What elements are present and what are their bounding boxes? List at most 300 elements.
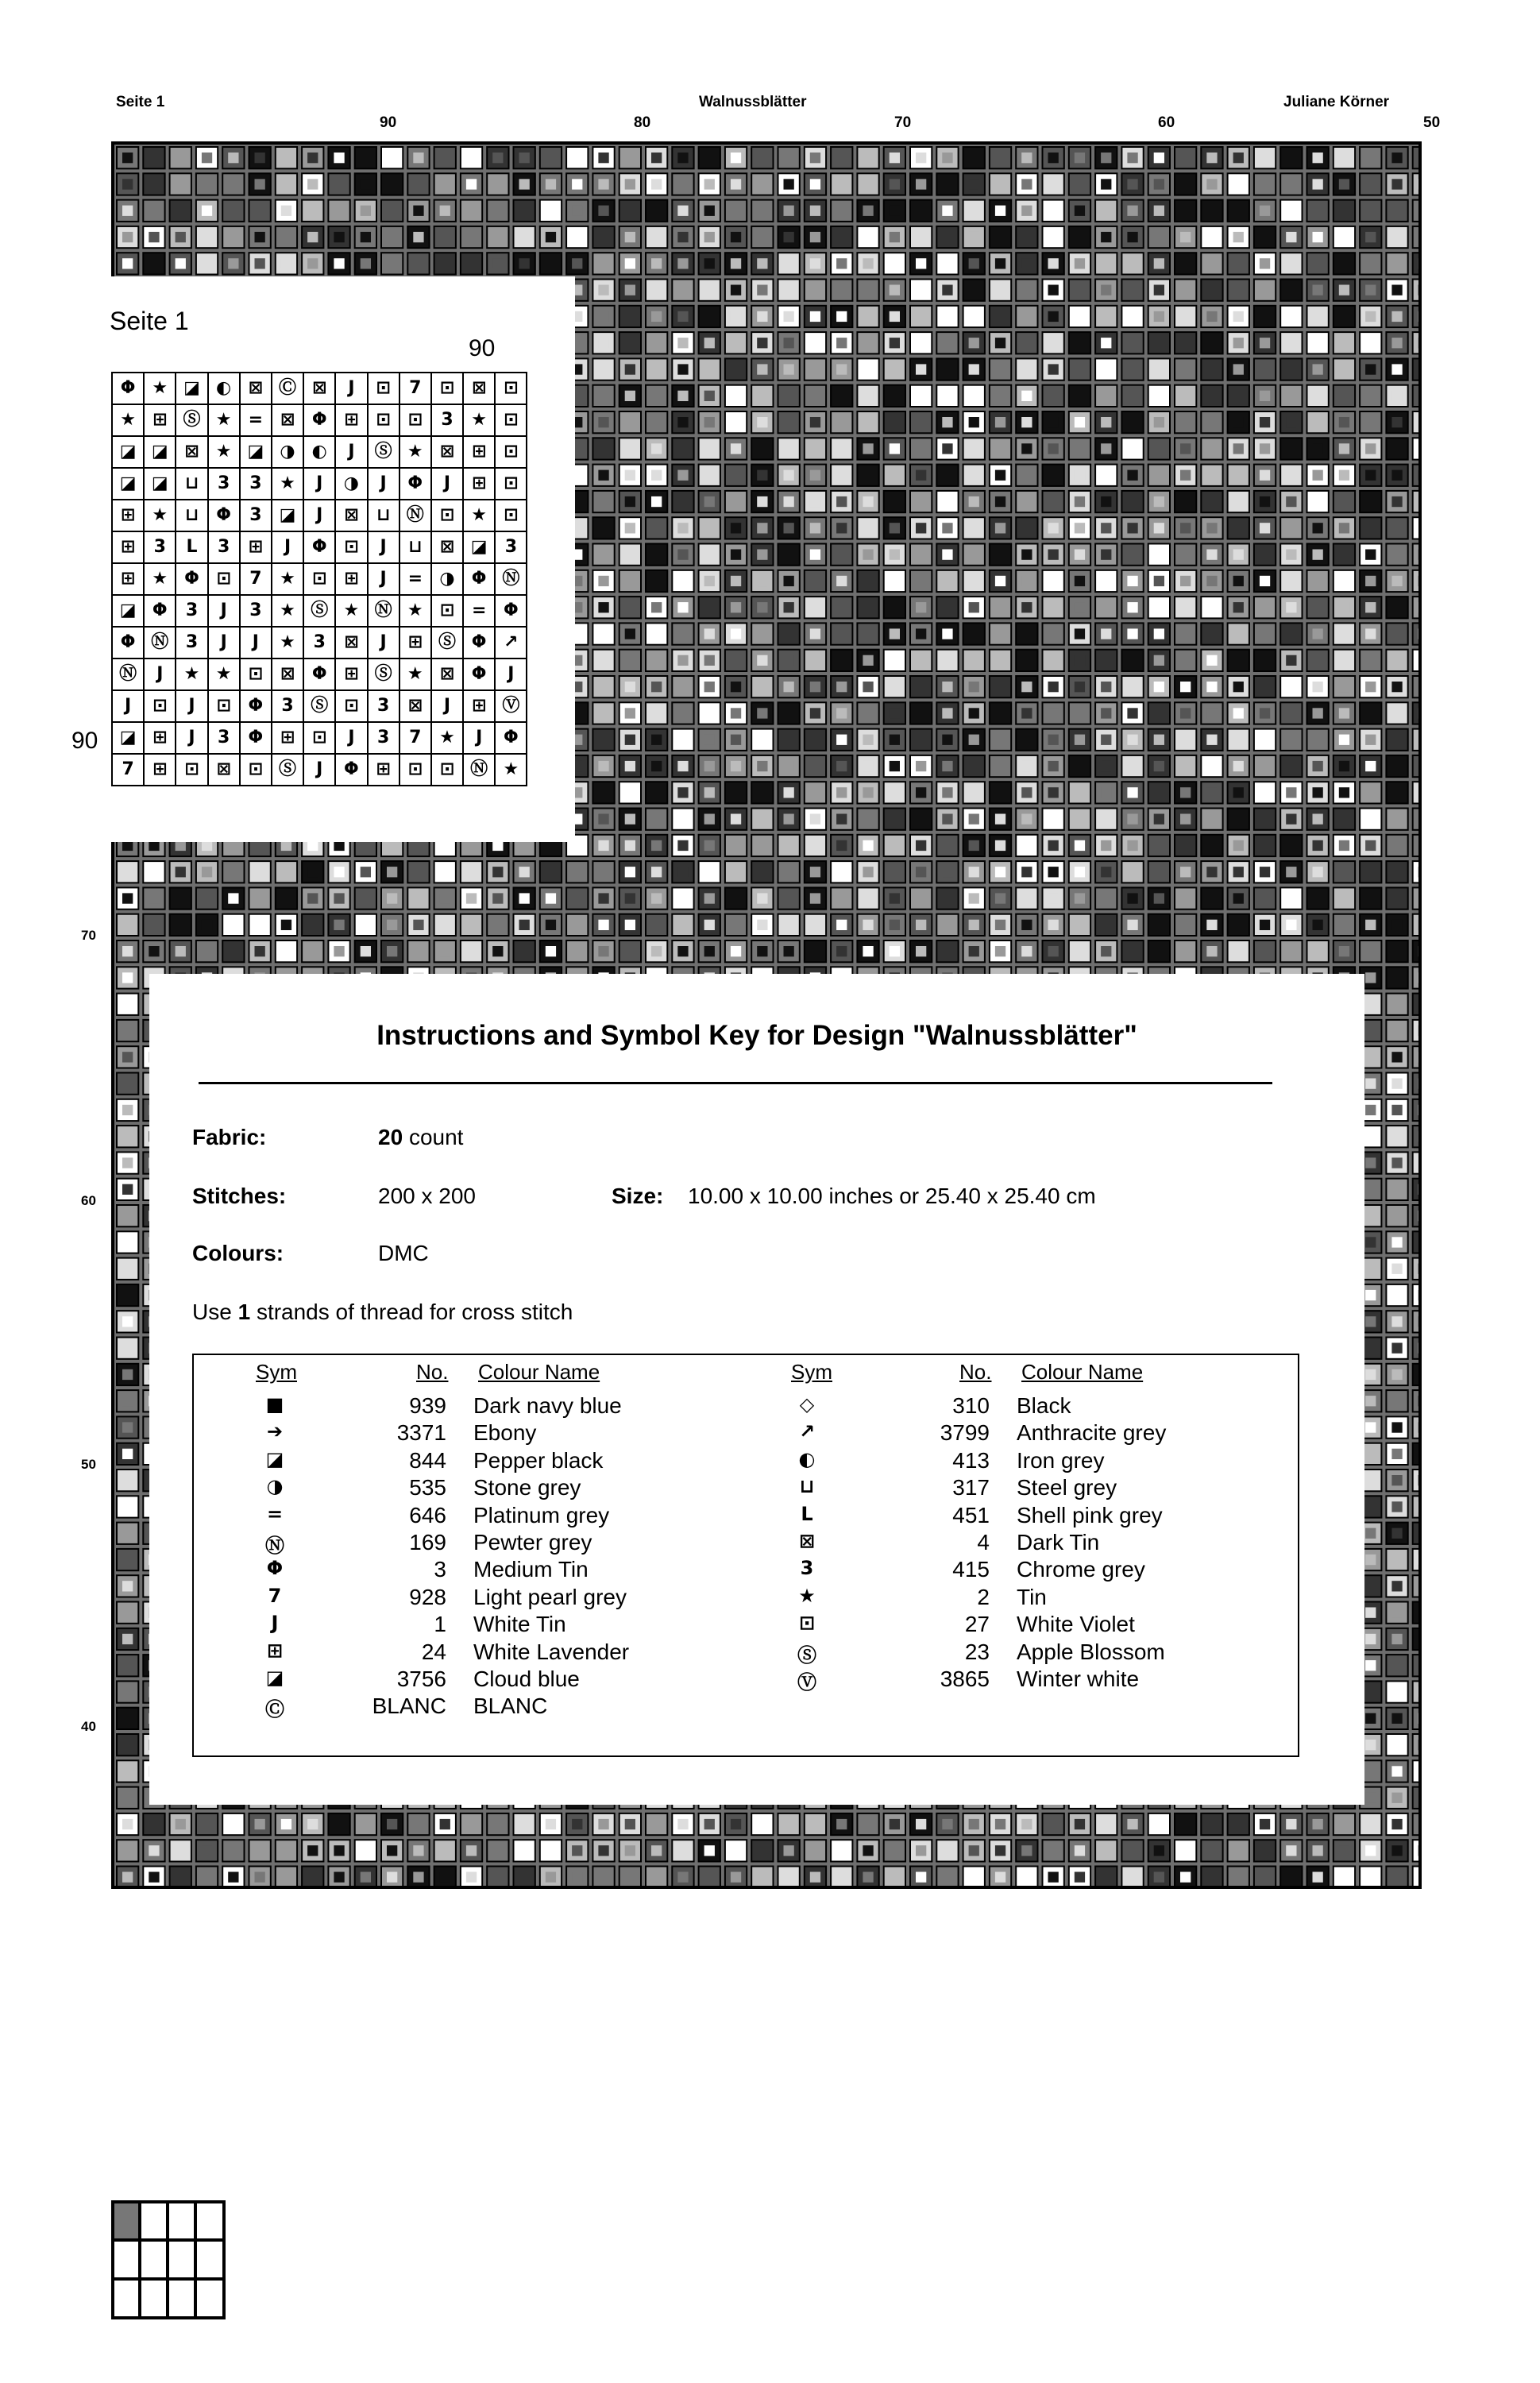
zoom-grid-cell: =	[240, 404, 272, 436]
colour-name: White Tin	[473, 1612, 566, 1637]
colour-number: 310	[952, 1393, 990, 1418]
zoom-grid-cell: Φ	[463, 563, 495, 595]
zoom-grid-cell: ⊞	[368, 754, 399, 786]
zoom-grid-cell: L	[176, 531, 207, 563]
colour-symbol: ⊡	[798, 1612, 816, 1635]
page-position-icon	[111, 2200, 227, 2321]
colour-number: 646	[409, 1502, 446, 1528]
zoom-grid-cell: J	[303, 754, 335, 786]
colour-name: Light pearl grey	[473, 1584, 627, 1609]
zoom-grid-cell: J	[431, 690, 463, 722]
zoom-grid-cell: =	[463, 595, 495, 627]
zoom-grid-cell: Φ	[112, 373, 144, 404]
zoom-grid-cell: J	[368, 563, 399, 595]
colour-number: 169	[409, 1530, 446, 1555]
zoom-grid-cell: ⊡	[208, 563, 240, 595]
zoom-grid-cell: ⊡	[431, 373, 463, 404]
colour-symbol: L	[801, 1502, 813, 1525]
colour-number: 3	[434, 1557, 446, 1582]
row-number: 40	[81, 1719, 96, 1734]
zoom-grid-cell: Ⓝ	[112, 659, 144, 690]
zoom-grid-cell: ⊠	[431, 659, 463, 690]
zoom-grid-cell: ⊠	[208, 754, 240, 786]
zoom-grid-cell: ⊡	[495, 436, 527, 468]
zoom-grid-cell: ⊠	[399, 690, 431, 722]
zoom-grid-cell: ⊡	[335, 531, 367, 563]
colour-symbol: ◪	[265, 1447, 284, 1470]
zoom-grid-cell: ★	[431, 722, 463, 754]
colour-symbol: ◑	[266, 1475, 284, 1498]
size-label: Size:	[612, 1184, 664, 1208]
colour-number: 3865	[940, 1667, 990, 1691]
zoom-grid-cell: Φ	[176, 563, 207, 595]
zoom-grid-cell: 3	[144, 531, 176, 563]
strands-count: 1	[237, 1300, 251, 1324]
zoom-grid-cell: ★	[176, 659, 207, 690]
zoom-grid-cell: J	[272, 531, 303, 563]
zoom-grid-cell: ⊠	[272, 659, 303, 690]
zoom-grid-cell: Φ	[144, 595, 176, 627]
colour-name: Black	[1017, 1393, 1071, 1418]
zoom-grid-row	[112, 531, 527, 563]
colour-symbol: ⊞	[266, 1639, 284, 1662]
zoom-grid-cell: Ⓝ	[399, 500, 431, 531]
colour-symbol: Φ	[266, 1557, 284, 1580]
zoom-grid-cell: J	[208, 595, 240, 627]
zoom-inset	[71, 276, 575, 842]
zoom-grid-cell: ⊠	[431, 436, 463, 468]
no-header-right: No.	[959, 1360, 992, 1384]
zoom-grid-cell: ★	[272, 595, 303, 627]
zoom-grid-row	[112, 436, 527, 468]
colour-table	[192, 1354, 1299, 1757]
zoom-grid-cell: ⊔	[399, 531, 431, 563]
zoom-grid-cell: J	[240, 627, 272, 659]
zoom-grid-cell: Φ	[399, 468, 431, 500]
zoom-grid-cell: ⊞	[335, 563, 367, 595]
zoom-grid-cell: ⊔	[368, 500, 399, 531]
strands-prefix: Use	[192, 1300, 232, 1324]
zoom-row-label: 90	[71, 728, 98, 754]
zoom-grid-cell: ⊡	[335, 690, 367, 722]
zoom-grid-cell: Ⓢ	[368, 659, 399, 690]
row-number: 60	[81, 1193, 96, 1208]
zoom-grid-cell: ★	[144, 500, 176, 531]
colour-number: 24	[421, 1639, 446, 1664]
zoom-grid	[111, 372, 527, 786]
colour-row	[194, 1420, 1301, 1447]
page-label: Seite 1	[116, 94, 165, 110]
zoom-grid-cell: ⊠	[335, 500, 367, 531]
colour-name: White Lavender	[473, 1639, 630, 1664]
zoom-grid-cell: ⊡	[399, 754, 431, 786]
zoom-grid-cell: Φ	[303, 404, 335, 436]
zoom-grid-cell: ★	[144, 563, 176, 595]
zoom-grid-cell: ⊞	[463, 468, 495, 500]
colour-number: 939	[409, 1393, 446, 1418]
colour-number: 3371	[396, 1420, 446, 1446]
colour-row	[194, 1667, 1301, 1694]
size-value: 10.00 x 10.00 inches or 25.40 x 25.40 cm	[688, 1184, 1096, 1208]
zoom-grid-cell: ★	[144, 373, 176, 404]
colour-name: Iron grey	[1017, 1447, 1105, 1473]
colour-name: Winter white	[1017, 1667, 1140, 1691]
zoom-grid-cell: Φ	[495, 595, 527, 627]
colour-number: 413	[952, 1447, 990, 1473]
zoom-grid-cell: J	[303, 468, 335, 500]
zoom-grid-cell: ★	[208, 659, 240, 690]
zoom-grid-row	[112, 404, 527, 436]
zoom-grid-cell: Ⓢ	[272, 754, 303, 786]
zoom-grid-cell: J	[368, 531, 399, 563]
zoom-grid-cell: Ⓢ	[303, 690, 335, 722]
zoom-grid-cell: ★	[463, 404, 495, 436]
colour-number: 451	[952, 1502, 990, 1528]
zoom-grid-row	[112, 627, 527, 659]
zoom-grid-cell: 7	[240, 563, 272, 595]
zoom-grid-cell: 3	[208, 722, 240, 754]
zoom-grid-cell: ◑	[335, 468, 367, 500]
colour-row	[194, 1503, 1301, 1530]
zoom-grid-cell: ◪	[176, 373, 207, 404]
zoom-grid-cell: ⊞	[144, 722, 176, 754]
colour-name: Steel grey	[1017, 1475, 1117, 1500]
sym-header-right: Sym	[791, 1360, 832, 1384]
fabric-label: Fabric:	[192, 1125, 267, 1149]
colour-name: Cloud blue	[473, 1667, 580, 1691]
zoom-grid-cell: ⊠	[335, 627, 367, 659]
zoom-grid-cell: 7	[399, 722, 431, 754]
colour-symbol: J	[271, 1612, 279, 1635]
zoom-grid-cell: 3	[303, 627, 335, 659]
colour-row	[194, 1475, 1301, 1502]
zoom-grid-cell: ⊠	[431, 531, 463, 563]
zoom-grid-cell: J	[335, 722, 367, 754]
author-name: Juliane Körner	[1283, 94, 1390, 110]
zoom-grid-cell: ◪	[144, 468, 176, 500]
name-header-left: Colour Name	[478, 1360, 600, 1384]
zoom-grid-cell: J	[368, 468, 399, 500]
colour-number: 2	[977, 1584, 990, 1609]
zoom-grid-cell: Φ	[240, 690, 272, 722]
colour-symbol: Ⓥ	[797, 1671, 816, 1694]
zoom-grid-cell: J	[495, 659, 527, 690]
zoom-grid-cell: 3	[176, 595, 207, 627]
zoom-grid-cell: ⊡	[399, 404, 431, 436]
zoom-grid-cell: ⊡	[495, 404, 527, 436]
colour-name: Pewter grey	[473, 1530, 592, 1555]
zoom-grid-cell: ◪	[144, 436, 176, 468]
no-header-left: No.	[416, 1360, 449, 1384]
zoom-grid-cell: ◑	[272, 436, 303, 468]
zoom-grid-cell: ⊡	[176, 754, 207, 786]
colour-number: 3756	[396, 1667, 446, 1691]
zoom-grid-cell: ◪	[112, 722, 144, 754]
colour-row	[194, 1640, 1301, 1667]
colour-row	[194, 1612, 1301, 1639]
colour-symbol: Ⓢ	[797, 1643, 816, 1667]
colour-row	[194, 1557, 1301, 1584]
zoom-grid-cell: Ⓝ	[495, 563, 527, 595]
colour-name: Pepper black	[473, 1447, 604, 1473]
zoom-grid-cell: ◪	[112, 436, 144, 468]
colour-number: 1	[434, 1612, 446, 1637]
zoom-grid-cell: ⊞	[112, 531, 144, 563]
zoom-grid-cell: Φ	[463, 659, 495, 690]
zoom-grid-cell: ◪	[272, 500, 303, 531]
zoom-grid-cell: ◑	[431, 563, 463, 595]
zoom-grid-cell: ⊡	[431, 500, 463, 531]
zoom-grid-cell: J	[335, 373, 367, 404]
column-number: 70	[894, 114, 912, 131]
colour-symbol: =	[266, 1502, 284, 1525]
zoom-grid-cell: 7	[112, 754, 144, 786]
zoom-grid-cell: ◪	[112, 468, 144, 500]
zoom-grid-cell: ⊠	[176, 436, 207, 468]
zoom-grid-row	[112, 563, 527, 595]
colour-number: 27	[964, 1612, 990, 1637]
zoom-grid-cell: Φ	[303, 659, 335, 690]
key-title: Instructions and Symbol Key for Design "Walnussblätter"	[376, 1020, 1137, 1051]
zoom-grid-cell: J	[176, 722, 207, 754]
colour-row	[194, 1585, 1301, 1612]
zoom-grid-cell: J	[368, 627, 399, 659]
fabric-count: 20	[378, 1125, 403, 1149]
zoom-grid-row	[112, 754, 527, 786]
zoom-grid-cell: 3	[495, 531, 527, 563]
fabric-unit: count	[408, 1125, 464, 1149]
colour-number: 844	[409, 1447, 446, 1473]
zoom-grid-cell: ⊡	[495, 468, 527, 500]
colour-symbol: ↗	[798, 1420, 816, 1443]
zoom-grid-cell: 3	[240, 468, 272, 500]
zoom-grid-cell: Ⓢ	[176, 404, 207, 436]
zoom-grid-cell: ⊞	[463, 436, 495, 468]
colour-number: 3799	[940, 1420, 990, 1446]
zoom-grid-cell: ◪	[112, 595, 144, 627]
zoom-grid-cell: Ⓒ	[272, 373, 303, 404]
zoom-grid-cell: ⊞	[463, 690, 495, 722]
zoom-grid-cell: Ⓢ	[303, 595, 335, 627]
stitches-label: Stitches:	[192, 1184, 287, 1208]
zoom-grid-row	[112, 722, 527, 754]
colour-row	[194, 1530, 1301, 1557]
zoom-column-label: 90	[469, 335, 496, 361]
zoom-grid-cell: Φ	[463, 627, 495, 659]
zoom-grid-cell: ⊡	[368, 373, 399, 404]
colour-row	[194, 1448, 1301, 1475]
zoom-grid-cell: Φ	[240, 722, 272, 754]
colour-symbol: ⊠	[798, 1530, 816, 1552]
zoom-grid-cell: ★	[208, 404, 240, 436]
zoom-grid-cell: ⊞	[335, 659, 367, 690]
zoom-grid-cell: ⊠	[272, 404, 303, 436]
colour-number: 317	[952, 1475, 990, 1500]
zoom-grid-cell: ⊡	[495, 373, 527, 404]
colour-name: BLANC	[473, 1694, 548, 1719]
zoom-grid-cell: Ⓝ	[463, 754, 495, 786]
row-number: 50	[81, 1457, 96, 1472]
colour-name: Shell pink grey	[1017, 1502, 1163, 1528]
colour-symbol: ◪	[265, 1667, 284, 1689]
zoom-grid-cell: 3	[431, 404, 463, 436]
colour-number: 535	[409, 1475, 446, 1500]
zoom-grid-row	[112, 690, 527, 722]
zoom-grid-cell: ⊡	[144, 690, 176, 722]
zoom-grid-cell: ⊠	[240, 373, 272, 404]
zoom-grid-cell: ⊡	[240, 754, 272, 786]
zoom-grid-cell: ⊡	[495, 500, 527, 531]
colour-name: Medium Tin	[473, 1557, 589, 1582]
zoom-grid-cell: ⊡	[368, 404, 399, 436]
colour-name: White Violet	[1017, 1612, 1135, 1637]
colour-symbol: ★	[798, 1584, 816, 1607]
zoom-grid-cell: Ⓢ	[431, 627, 463, 659]
zoom-grid-cell: J	[176, 690, 207, 722]
zoom-grid-cell: =	[399, 563, 431, 595]
zoom-grid-cell: Φ	[495, 722, 527, 754]
zoom-grid-cell: ⊡	[303, 722, 335, 754]
zoom-grid-row	[112, 373, 527, 404]
colour-symbol: Ⓝ	[265, 1535, 284, 1557]
zoom-grid-cell: ⊞	[272, 722, 303, 754]
current-page-cell	[113, 2202, 140, 2238]
column-number: 80	[634, 114, 651, 131]
zoom-grid-cell: ★	[272, 468, 303, 500]
zoom-grid-cell: ⊡	[303, 563, 335, 595]
colour-name: Anthracite grey	[1017, 1420, 1167, 1446]
colours-label: Colours:	[192, 1241, 284, 1265]
zoom-grid-cell: 3	[368, 690, 399, 722]
zoom-grid-cell: ★	[272, 563, 303, 595]
zoom-grid-cell: 7	[399, 373, 431, 404]
zoom-grid-cell: J	[144, 659, 176, 690]
colour-number: 4	[977, 1530, 990, 1555]
zoom-grid-cell: ★	[463, 500, 495, 531]
zoom-grid-cell: Ⓝ	[144, 627, 176, 659]
colour-symbol: ➔	[266, 1420, 284, 1443]
zoom-grid-cell: Φ	[335, 754, 367, 786]
symbol-key-panel	[149, 974, 1364, 1805]
zoom-grid-cell: ★	[335, 595, 367, 627]
zoom-grid-cell: ★	[272, 627, 303, 659]
colour-symbol: ◐	[798, 1447, 816, 1470]
zoom-grid-row	[112, 468, 527, 500]
colour-row	[194, 1393, 1301, 1420]
colour-number: 415	[952, 1557, 990, 1582]
zoom-grid-cell: ◐	[208, 373, 240, 404]
zoom-grid-cell: ★	[399, 595, 431, 627]
colour-symbol: Ⓒ	[265, 1698, 284, 1721]
strands-note	[192, 1300, 573, 1325]
zoom-grid-cell: ⊞	[144, 754, 176, 786]
colour-symbol: ⊔	[799, 1475, 815, 1498]
zoom-grid-cell: Ⓥ	[495, 690, 527, 722]
colour-name: Chrome grey	[1017, 1557, 1145, 1582]
zoom-grid-cell: ⊡	[431, 595, 463, 627]
colour-name: Stone grey	[473, 1475, 581, 1500]
colour-name: Platinum grey	[473, 1502, 610, 1528]
zoom-grid-cell: Φ	[303, 531, 335, 563]
zoom-grid-cell: 3	[176, 627, 207, 659]
zoom-grid-cell: ⊔	[176, 468, 207, 500]
zoom-title: Seite 1	[110, 307, 189, 335]
colours-value: DMC	[378, 1241, 429, 1265]
zoom-grid-cell: 3	[240, 500, 272, 531]
colour-number: 23	[964, 1639, 990, 1664]
colour-name: Apple Blossom	[1017, 1639, 1165, 1664]
zoom-grid-cell: ⊠	[303, 373, 335, 404]
colour-symbol: ◇	[799, 1393, 815, 1416]
zoom-grid-cell: 3	[272, 690, 303, 722]
zoom-grid-cell: ★	[112, 404, 144, 436]
zoom-grid-cell: 3	[368, 722, 399, 754]
title-rule	[199, 1082, 1272, 1084]
name-header-right: Colour Name	[1021, 1360, 1144, 1384]
zoom-grid-cell: Ⓝ	[368, 595, 399, 627]
zoom-grid-cell: Ⓢ	[368, 436, 399, 468]
zoom-grid-cell: Φ	[112, 627, 144, 659]
zoom-grid-cell: ◪	[463, 531, 495, 563]
column-number: 50	[1423, 114, 1441, 131]
fabric-value	[378, 1125, 463, 1150]
colour-number: 928	[409, 1584, 446, 1609]
colour-symbol: 7	[268, 1584, 282, 1607]
zoom-grid-cell: 3	[208, 468, 240, 500]
strands-suffix: strands of thread for cross stitch	[256, 1300, 573, 1324]
colour-name: Dark navy blue	[473, 1393, 622, 1418]
row-number: 70	[81, 928, 96, 943]
sym-header-left: Sym	[256, 1360, 297, 1384]
zoom-grid-cell: J	[463, 722, 495, 754]
zoom-grid-cell: ★	[495, 754, 527, 786]
zoom-grid-cell: ★	[208, 436, 240, 468]
column-number: 60	[1158, 114, 1175, 131]
colour-symbol: 3	[800, 1557, 814, 1580]
zoom-grid-cell: ↗	[495, 627, 527, 659]
colour-row	[194, 1694, 1301, 1721]
zoom-grid-cell: ⊞	[112, 500, 144, 531]
zoom-grid-cell: J	[431, 468, 463, 500]
zoom-grid-cell: ⊞	[240, 531, 272, 563]
zoom-grid-cell: ★	[399, 436, 431, 468]
stitches-value: 200 x 200	[378, 1184, 476, 1208]
zoom-grid-cell: ⊠	[463, 373, 495, 404]
colour-name: Ebony	[473, 1420, 537, 1446]
zoom-grid-cell: 3	[240, 595, 272, 627]
zoom-grid-cell: Φ	[208, 500, 240, 531]
colour-name: Dark Tin	[1017, 1530, 1100, 1555]
zoom-grid-cell: ⊞	[144, 404, 176, 436]
zoom-grid-cell: ⊡	[431, 754, 463, 786]
zoom-grid-row	[112, 500, 527, 531]
zoom-grid-row	[112, 659, 527, 690]
colour-name: Tin	[1017, 1584, 1047, 1609]
colour-symbol: ■	[265, 1393, 284, 1416]
zoom-grid-cell: ⊞	[112, 563, 144, 595]
zoom-grid-cell: J	[335, 436, 367, 468]
zoom-grid-cell: J	[303, 500, 335, 531]
zoom-grid-cell: ⊔	[176, 500, 207, 531]
zoom-grid-cell: ◪	[240, 436, 272, 468]
zoom-grid-cell: ⊡	[240, 659, 272, 690]
zoom-grid-cell: ⊞	[335, 404, 367, 436]
zoom-grid-cell: ⊡	[208, 690, 240, 722]
column-number: 90	[380, 114, 397, 131]
zoom-grid-cell: ★	[399, 659, 431, 690]
zoom-grid-cell: ⊞	[399, 627, 431, 659]
zoom-grid-row	[112, 595, 527, 627]
